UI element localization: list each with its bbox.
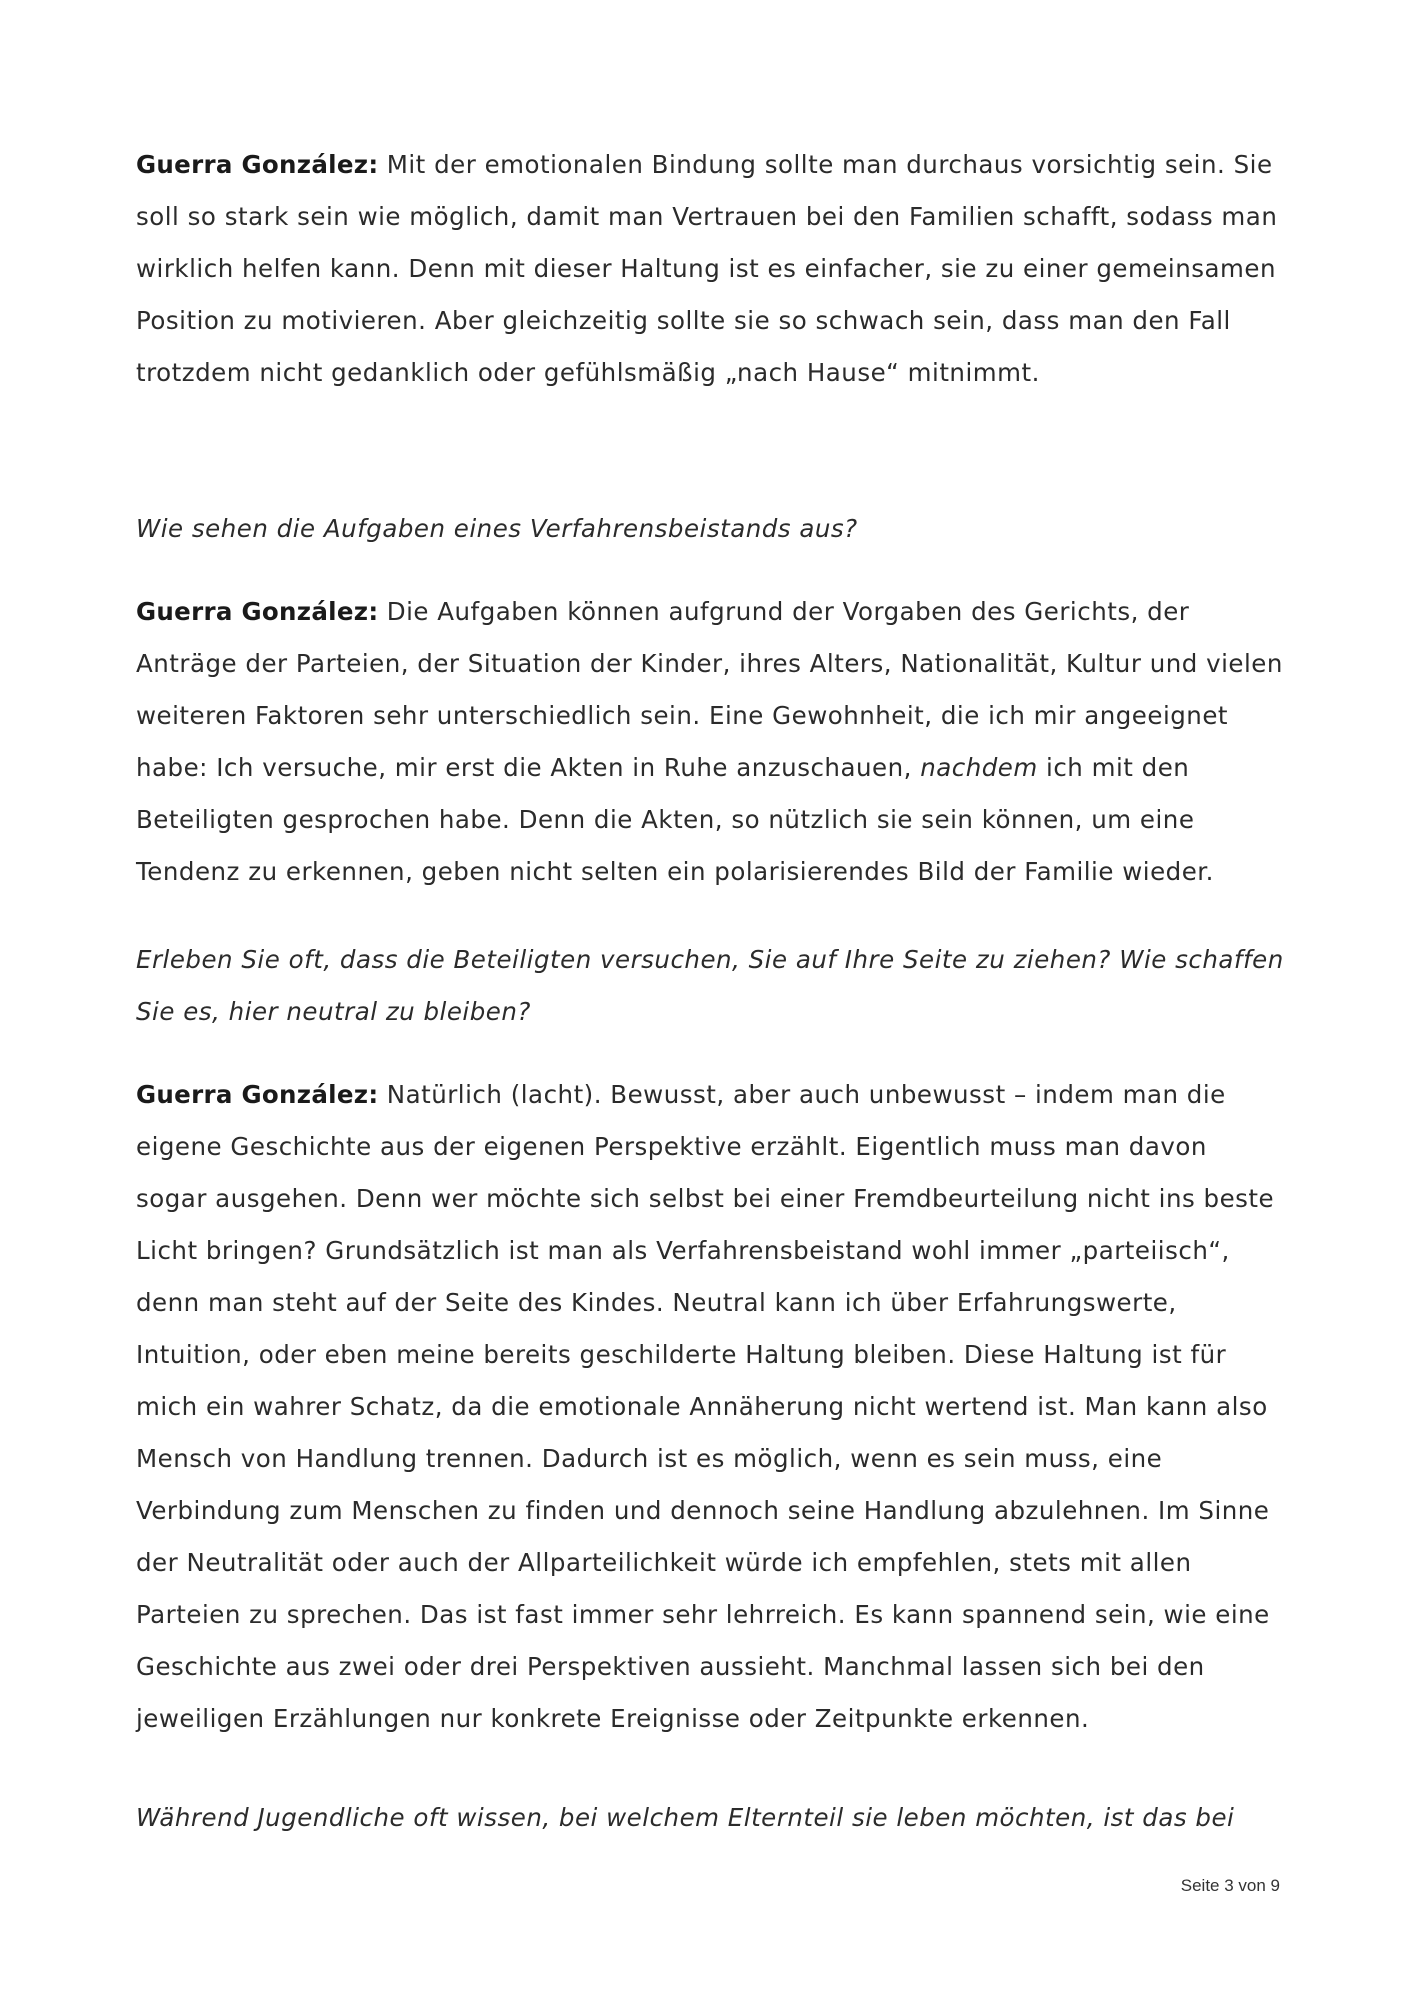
speaker-label: Guerra González: [136, 1080, 379, 1109]
page-number: Seite 3 von 9 [1180, 1876, 1280, 1895]
question-1: Wie sehen die Aufgaben eines Verfahrensbeistands aus? [136, 514, 858, 543]
answer-text: Die Aufgaben können aufgrund der Vorgaben des Gerichts, der Anträge der Parteien, der Situation der Kinder, ihres Alters, Nationalität, Kultur und vielen weiteren Faktoren sehr unterschiedlich sein. Eine Gewohnheit, die ich mir angeeignet habe: Ich versuche, mir erst die Akten in Ruhe anzuschauen, [136, 597, 1283, 782]
answer-text: Mit der emotionalen Bindung sollte man durchaus vorsichtig sein. Sie soll so stark sein wie möglich, damit man Vertrauen bei den Familien schafft, sodass man wirklich helfen kann. Denn mit dieser Haltung ist es einfacher, sie zu einer gemeinsamen Position zu motivieren. Aber gleichzeitig sollte sie so schwach sein, dass man den Fall trotzdem nicht gedanklich oder gefühlsmäßig „nach Hause“ mitnimmt. [136, 150, 1278, 387]
answer-paragraph-2 [136, 586, 1286, 898]
emphasis-text: nachdem [920, 753, 1038, 782]
speaker-label: Guerra González: [136, 597, 379, 626]
speaker-label: Guerra González: [136, 150, 379, 179]
answer-text-continued: ich mit den Beteiligten gesprochen habe. Denn die Akten, so nützlich sie sein können, um eine Tendenz zu erkennen, geben nicht selten ein polarisierendes Bild der Familie wieder. [136, 753, 1214, 886]
question-3: Während Jugendliche oft wissen, bei welchem Elternteil sie leben möchten, ist das bei [136, 1803, 1235, 1832]
answer-paragraph-1 [136, 139, 1286, 399]
question-2: Erleben Sie oft, dass die Beteiligten versuchen, Sie auf Ihre Seite zu ziehen? Wie schaffen Sie es, hier neutral zu bleiben? [136, 945, 1284, 1026]
answer-text: Natürlich (lacht). Bewusst, aber auch unbewusst – indem man die eigene Geschichte aus der eigenen Perspektive erzählt. Eigentlich muss man davon sogar ausgehen. Denn wer möchte sich selbst bei einer Fremdbeurteilung nicht ins beste Licht bringen? Grundsätzlich ist man als Verfahrensbeistand wohl immer „parteiisch“, denn man steht auf der Seite des Kindes. Neutral kann ich über Erfahrungswerte, Intuition, oder eben meine bereits geschilderte Haltung bleiben. Diese Haltung ist für mich ein wahrer Schatz, da die emotionale Annäherung nicht wertend ist. Man kann also Mensch von Handlung trennen. Dadurch ist es möglich, wenn es sein muss, eine Verbindung zum Menschen zu finden und dennoch seine Handlung abzulehnen. Im Sinne der Neutralität oder auch der Allparteilichkeit würde ich empfehlen, stets mit allen Parteien zu sprechen. Das ist fast immer sehr lehrreich. Es kann spannend sein, wie eine Geschichte aus zwei oder drei Perspektiven aussieht. Manchmal lassen sich bei den jeweiligen Erzählungen nur konkrete Ereignisse oder Zeitpunkte erkennen. [136, 1080, 1275, 1733]
answer-paragraph-3 [136, 1069, 1286, 1745]
